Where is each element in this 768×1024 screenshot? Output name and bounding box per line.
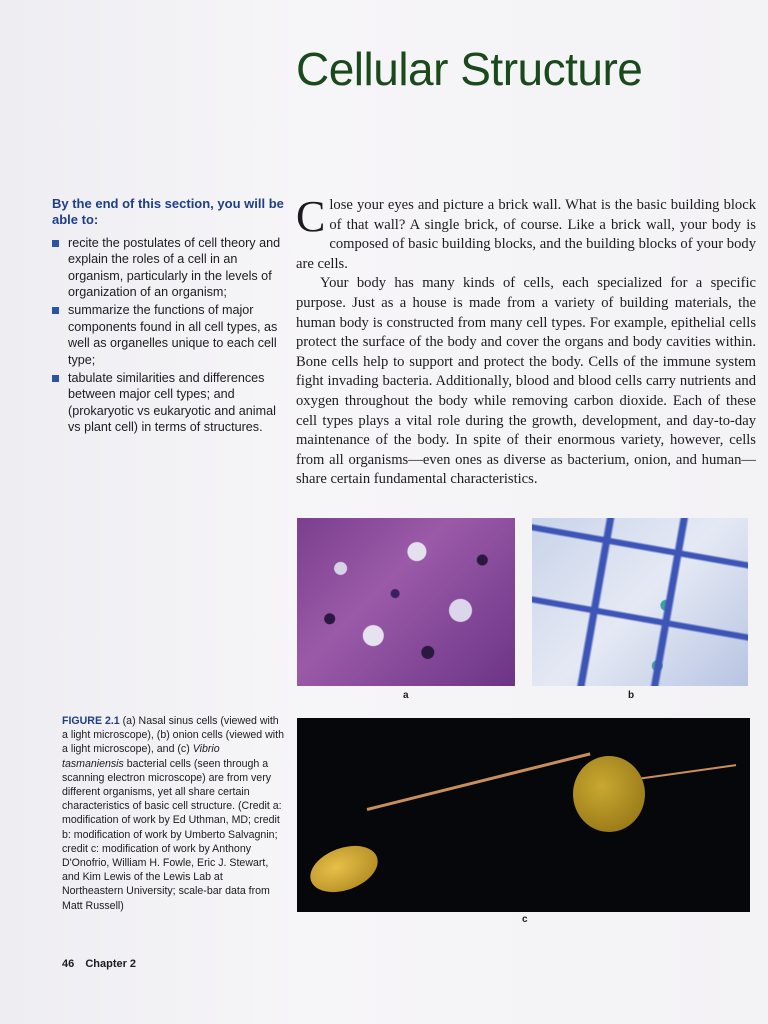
figure-letter-c: c xyxy=(522,914,528,925)
chapter-label: Chapter 2 xyxy=(85,958,137,970)
drop-cap: C xyxy=(296,192,326,241)
caption-text: bacterial cells (seen through a scanning electron microscope) are from very different organisms, yet all share certain characteristics of basic cell structure. (Credit a: modification of work by Ed Uthman, MD; credit b: modification of work by Umberto Salvagnin; credit c: modification of work by Anthony D'Onofrio, William H. Fowle, Eric J. Stewart, and Kim Lewis of the Lewis Lab at Northeastern University; scale-bar data from Matt Russell) xyxy=(62,757,282,912)
body-paragraph: Your body has many kinds of cells, each specialized for a specific purpose. Just as a house is made from a variety of building materials, the human body is constructed from many cell types. For example, epithelial cells protect the surface of the body and cover the organs and body cavities within. Bone cells help to support and protect the body. Cells of the immune system fight invading bacteria. Additionally, blood and blood cells carry nutrients and oxygen throughout the body while removing carbon dioxide. Each of these cell types plays a vital role during the growth, development, and day-to-day maintenance of the body. In spite of their enormous variety, however, cells from all organisms—even ones as diverse as bacterium, onion, and human—share certain fundamental characteristics. xyxy=(296,275,756,488)
objective-text: summarize the functions of major components found in all cell types, as well as organelles unique to each cell type; xyxy=(68,303,278,367)
figure-label: FIGURE 2.1 xyxy=(62,715,120,727)
page-footer xyxy=(62,958,136,970)
flagellum xyxy=(637,764,736,780)
bacterium-cell xyxy=(573,756,645,832)
objective-text: recite the postulates of cell theory and explain the roles of a cell in an organism, particularly in the levels of organization of an organism; xyxy=(68,235,281,300)
nasal-sinus-cells-image xyxy=(297,518,515,686)
onion-cells-image xyxy=(532,518,748,686)
square-bullet-icon xyxy=(52,375,59,382)
body-text xyxy=(296,192,756,490)
objectives-heading: By the end of this section, you will be able to: xyxy=(52,196,284,228)
figure-letter-b: b xyxy=(628,690,635,701)
objective-item xyxy=(52,235,284,301)
objectives-list xyxy=(52,235,284,436)
bacterium-cell xyxy=(304,837,384,900)
figure-letter-a: a xyxy=(403,690,409,701)
intro-paragraph xyxy=(296,192,756,274)
bacteria-sem-image xyxy=(297,718,750,912)
caption-species: Vibrio tasmaniensis xyxy=(62,743,220,770)
objective-text: tabulate similarities and differences between major cell types; and (prokaryotic vs eukaryotic and animal vs plant cell) in terms of structures. xyxy=(68,371,276,435)
square-bullet-icon xyxy=(52,240,59,247)
flagellum xyxy=(367,752,591,811)
caption-text: (a) Nasal sinus cells (viewed with a light microscope), (b) onion cells (viewed with a light microscope), and (c) xyxy=(62,715,284,756)
page-title: Cellular Structure xyxy=(296,43,643,95)
objective-item xyxy=(52,370,284,436)
intro-paragraph-text: lose your eyes and picture a brick wall. What is the basic building block of that wall? A single brick, of course. Like a brick wall, your body is composed of basic building blocks, and the building blocks of your body are cells. xyxy=(296,197,756,272)
page-number: 46 xyxy=(62,958,75,970)
square-bullet-icon xyxy=(52,307,59,314)
objective-item xyxy=(52,302,284,368)
figure-caption xyxy=(62,714,284,913)
learning-objectives xyxy=(52,196,284,438)
